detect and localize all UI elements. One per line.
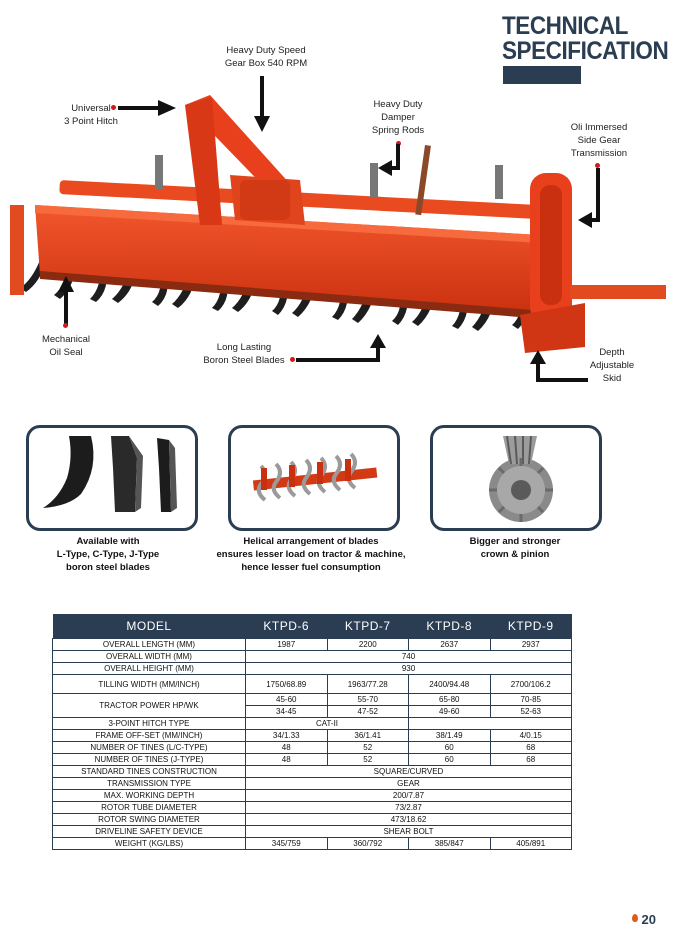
arrow-down-left-icon bbox=[578, 168, 604, 234]
table-row: WEIGHT (KG/LBS) 345/759 360/792 385/847 405/891 bbox=[53, 838, 572, 850]
callout-gearbox: Heavy Duty Speed Gear Box 540 RPM bbox=[224, 45, 308, 69]
callout-dot bbox=[63, 323, 68, 328]
table-row: NUMBER OF TINES (L/C-TYPE) 48 52 60 68 bbox=[53, 742, 572, 754]
table-row: TRACTOR POWER HP/WK 45-60 55-70 65-80 70-85 bbox=[53, 694, 572, 706]
table-row: ROTOR TUBE DIAMETER 73/2.87 bbox=[53, 802, 572, 814]
feature-caption-helical: Helical arrangement of blades ensures lesser load on tractor & machine, hence lesser fuel consumption bbox=[216, 536, 406, 573]
callout-skid: Depth Adjustable Skid bbox=[589, 347, 635, 384]
table-row: 3-POINT HITCH TYPE CAT-II bbox=[53, 718, 572, 730]
table-row: FRAME OFF-SET (MM/INCH) 34/1.33 36/1.41 38/1.49 4/0.15 bbox=[53, 730, 572, 742]
page-number: 20 bbox=[641, 912, 656, 927]
blade-types-icon bbox=[29, 428, 195, 528]
page-heading bbox=[502, 12, 669, 65]
callout-dot bbox=[111, 105, 116, 110]
callout-hitch: Universal 3 Point Hitch bbox=[64, 103, 118, 127]
header-ktpd-6: KTPD-6 bbox=[246, 614, 328, 639]
heading-line-1: TECHNICAL bbox=[502, 12, 628, 40]
drop-icon bbox=[632, 914, 638, 922]
callout-dot bbox=[290, 357, 295, 362]
callout-damper: Heavy Duty Damper Spring Rods bbox=[371, 99, 425, 136]
table-row: TILLING WIDTH (MM/INCH) 1750/68.89 1963/77.28 2400/94.48 2700/106.2 bbox=[53, 675, 572, 694]
helical-blades-icon bbox=[231, 428, 397, 528]
feature-box-crown-pinion bbox=[430, 425, 602, 531]
header-ktpd-9: KTPD-9 bbox=[490, 614, 572, 639]
arrow-up-left-icon bbox=[526, 350, 588, 384]
header-ktpd-7: KTPD-7 bbox=[327, 614, 409, 639]
header-ktpd-8: KTPD-8 bbox=[409, 614, 491, 639]
table-row: 34-45 47-52 49-60 52-63 bbox=[53, 706, 572, 718]
crown-pinion-icon bbox=[433, 428, 599, 528]
table-row: MAX. WORKING DEPTH 200/7.87 bbox=[53, 790, 572, 802]
table-row: ROTOR SWING DIAMETER 473/18.62 bbox=[53, 814, 572, 826]
table-row: OVERALL WIDTH (MM) 740 bbox=[53, 651, 572, 663]
callout-transmission: Oli Immersed Side Gear Transmission bbox=[570, 122, 628, 159]
table-row: DRIVELINE SAFETY DEVICE SHEAR BOLT bbox=[53, 826, 572, 838]
arrow-down-left-icon bbox=[378, 144, 404, 182]
feature-box-helical bbox=[228, 425, 400, 531]
feature-box-blade-types bbox=[26, 425, 198, 531]
table-header-row bbox=[53, 614, 572, 639]
spec-table bbox=[52, 614, 572, 850]
heading-line-2: SPECIFICATION bbox=[502, 37, 669, 65]
heading-accent-bar bbox=[503, 66, 581, 84]
callout-blades: Long Lasting Boron Steel Blades bbox=[203, 342, 285, 366]
feature-caption-crown-pinion: Bigger and stronger crown & pinion bbox=[469, 536, 561, 560]
header-model: MODEL bbox=[53, 614, 246, 639]
table-row: TRANSMISSION TYPE GEAR bbox=[53, 778, 572, 790]
table-row: STANDARD TINES CONSTRUCTION SQUARE/CURVED bbox=[53, 766, 572, 778]
feature-caption-blade-types: Available with L-Type, C-Type, J-Type boron steel blades bbox=[56, 536, 160, 573]
arrow-up-right-icon bbox=[296, 334, 390, 364]
arrow-down-icon bbox=[254, 76, 270, 134]
table-row: OVERALL HEIGHT (MM) 930 bbox=[53, 663, 572, 675]
callout-oilseal: Mechanical Oil Seal bbox=[41, 334, 91, 358]
table-row: OVERALL LENGTH (MM) 1987 2200 2637 2937 bbox=[53, 639, 572, 651]
table-row: NUMBER OF TINES (J-TYPE) 48 52 60 68 bbox=[53, 754, 572, 766]
arrow-right-icon bbox=[118, 98, 178, 118]
arrow-up-icon bbox=[58, 276, 74, 326]
